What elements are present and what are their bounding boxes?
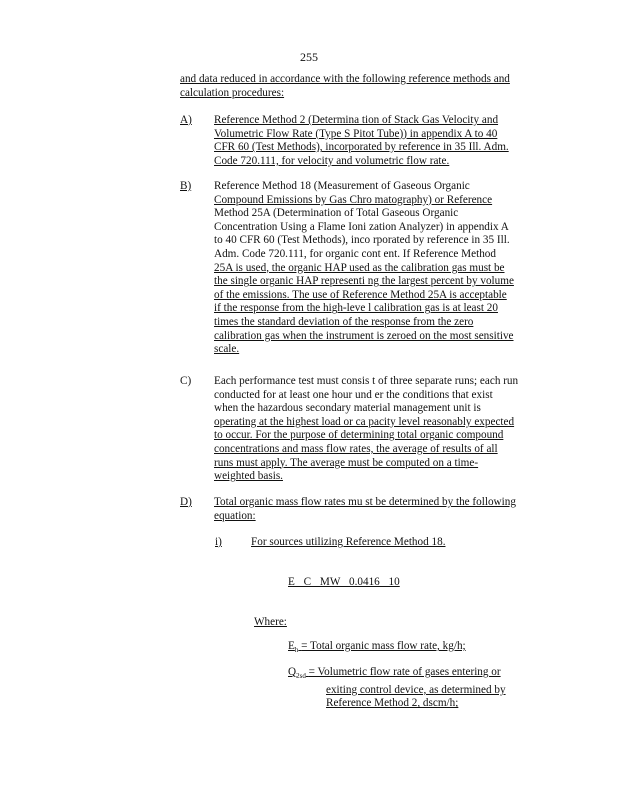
definition-line: [288, 640, 538, 658]
item-line: conducted for at least one hour und er the conditions that exist: [214, 388, 493, 401]
definition-q: [288, 666, 538, 711]
item-line: Compound Emissions by Gas Chro matography) or Reference: [214, 193, 493, 206]
intro-line: calculation procedures:: [180, 86, 285, 99]
item-line: Reference Method 2 (Determina tion of Stack Gas Velocity and: [214, 114, 499, 126]
symbol: Q: [288, 666, 297, 678]
item-line: to occur. For the purpose of determining total organic compound: [214, 429, 504, 442]
symbol: E: [288, 640, 295, 652]
item-line: of the emissions. The use of Reference Method 25A is acceptable: [214, 288, 507, 301]
item-label: C): [180, 375, 192, 387]
item-line: the single organic HAP representi ng the largest percent by volume: [214, 275, 514, 288]
intro-line: and data reduced in accordance with the following reference methods and: [180, 73, 510, 85]
item-line: Code 720.111, for velocity and volumetric flow rate.: [214, 154, 450, 167]
item-body: [214, 180, 544, 357]
item-line: times the standard deviation of the response from the zero: [214, 315, 474, 328]
item-line: equation:: [214, 509, 256, 522]
item-line: weighted basis.: [214, 470, 283, 483]
definition-text: = Total organic mass flow rate, kg/h;: [301, 640, 466, 652]
item-line: runs must apply. The average must be computed on a time-: [214, 456, 479, 469]
item-line: scale.: [214, 343, 240, 356]
item-line: Method 25A (Determination of Total Gaseous Organic: [214, 207, 459, 220]
item-line: if the response from the high-leve l calibration gas is at least 20: [214, 302, 498, 315]
item-line: Volumetric Flow Rate (Type S Pitot Tube)) in appendix A to 40: [214, 127, 498, 140]
subitem-label: i): [215, 536, 222, 548]
item-line: Reference Method 18 (Measurement of Gaseous Organic: [214, 180, 470, 192]
item-label: A): [180, 114, 192, 126]
item-line: operating at the highest load or ca pacity level reasonably expected: [214, 415, 515, 428]
definition-line: exiting control device, as determined by: [326, 683, 506, 696]
symbol-subscript: 2sd: [296, 672, 306, 681]
where-label: Where:: [254, 616, 287, 628]
item-body: [214, 375, 544, 484]
item-body: [214, 496, 544, 523]
subitem-text: For sources utilizing Reference Method 18.: [251, 536, 446, 548]
equation: E C MW 0.0416 10: [288, 576, 400, 588]
item-line: Each performance test must consis t of three separate runs; each run: [214, 375, 519, 387]
item-label: B): [180, 180, 192, 192]
item-line: calibration gas when the instrument is zeroed on the most sensitive: [214, 329, 514, 342]
item-line: concentrations and mass flow rates, the average of results of all: [214, 442, 498, 455]
item-line: 25A is used, the organic HAP used as the calibration gas must be: [214, 261, 505, 274]
definition-e: [288, 640, 538, 658]
item-line: Adm. Code 720.111, for organic cont ent. If Reference Method: [214, 247, 496, 260]
item-line: Total organic mass flow rates mu st be determined by the following: [214, 496, 516, 508]
page-number: 255: [300, 50, 318, 64]
definition-text: = Volumetric flow rate of gases entering or: [308, 666, 501, 678]
definition-line: [288, 666, 538, 684]
item-line: CFR 60 (Test Methods), incorporated by reference in 35 Ill. Adm.: [214, 141, 509, 154]
item-line: Concentration Using a Flame Ioni zation Analyzer) in appendix A: [214, 220, 509, 233]
item-body: [214, 114, 544, 168]
item-line: to 40 CFR 60 (Test Methods), inco rporated by reference in 35 Ill.: [214, 234, 510, 247]
item-label: D): [180, 496, 192, 508]
symbol-subscript: h: [294, 646, 299, 655]
item-line: when the hazardous secondary material management unit is: [214, 402, 481, 415]
definition-line: Reference Method 2, dscm/h;: [326, 697, 459, 710]
intro-paragraph: [180, 73, 537, 100]
